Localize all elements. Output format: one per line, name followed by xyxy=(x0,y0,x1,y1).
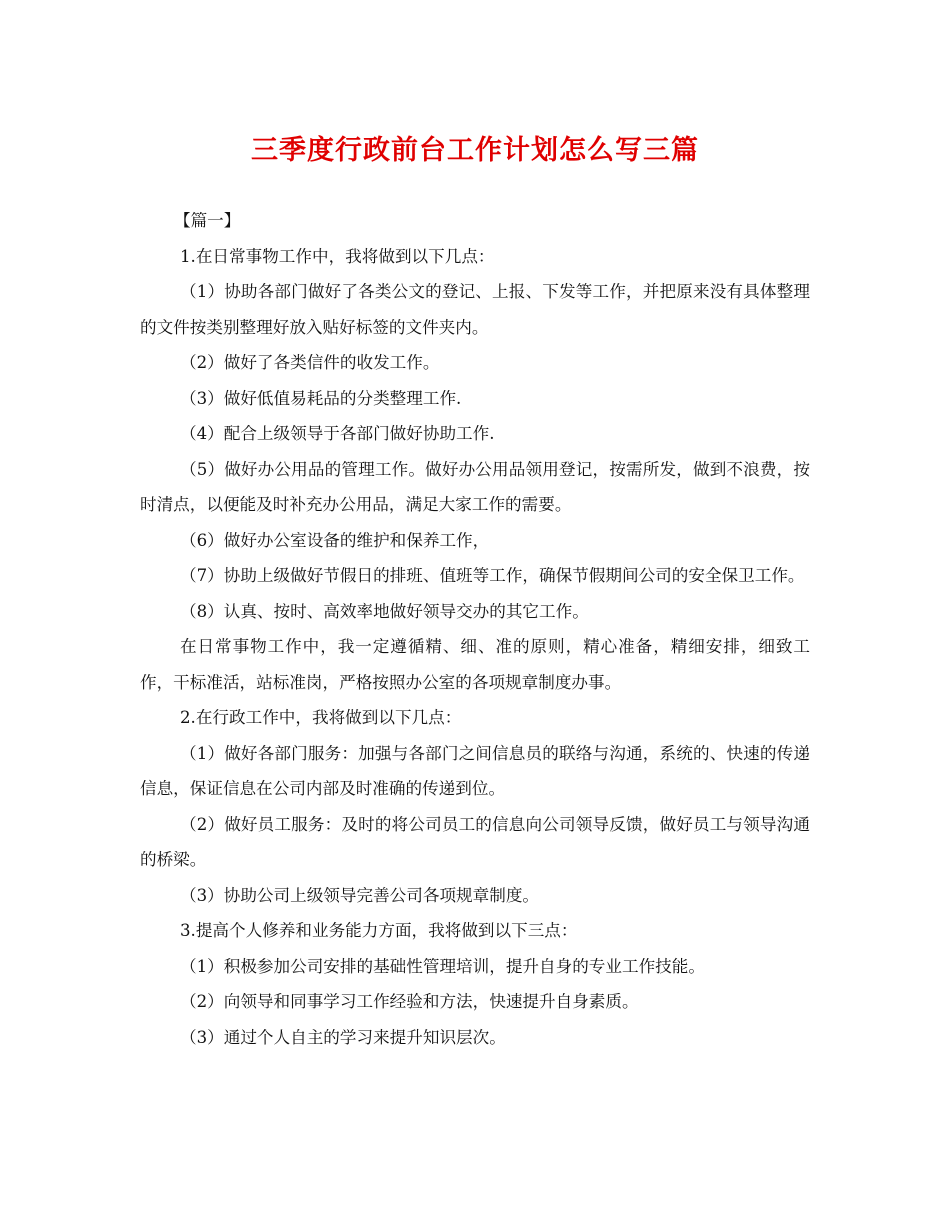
paragraph: 2.在行政工作中，我将做到以下几点： xyxy=(180,708,462,727)
paragraph: （6）做好办公室设备的维护和保养工作， xyxy=(180,530,490,550)
paragraph: 1.在日常事物工作中，我将做到以下几点： xyxy=(180,246,495,266)
paragraph: （8）认真、按时、高效率地做好领导交办的其它工作。 xyxy=(180,601,589,621)
paragraph: （2）做好员工服务：及时的将公司员工的信息向公司领导反馈，做好员工与领导沟通的桥梁。 xyxy=(140,814,810,869)
paragraph: （4）配合上级领导于各部门做好协助工作. xyxy=(180,424,495,443)
paragraph: （5）做好办公用品的管理工作。做好办公用品领用登记，按需所发，做到不浪费，按时清点，以便能及时补充办公用品，满足大家工作的需要。 xyxy=(140,459,810,514)
paragraph: （3）做好低值易耗品的分类整理工作. xyxy=(180,388,462,408)
paragraph: （1）做好各部门服务：加强与各部门之间信息员的联络与沟通，系统的、快速的传递信息，保证信息在公司内部及时准确的传递到位。 xyxy=(140,743,810,798)
paragraph: （2）向领导和同事学习工作经验和方法，快速提升自身素质。 xyxy=(180,992,639,1011)
document-title: 三季度行政前台工作计划怎么写三篇 xyxy=(251,135,699,166)
paragraph: （1）协助各部门做好了各类公文的登记、上报、下发等工作，并把原来没有具体整理的文件按类别整理好放入贴好标签的文件夹内。 xyxy=(140,282,810,337)
paragraph: 在日常事物工作中，我一定遵循精、细、准的原则，精心准备，精细安排，细致工作，干标准活，站标准岗，严格按照办公室的各项规章制度办事。 xyxy=(140,637,810,692)
paragraph: （3）通过个人自主的学习来提升知识层次。 xyxy=(180,1027,506,1047)
paragraph: 3.提高个人修养和业务能力方面，我将做到以下三点： xyxy=(180,921,578,940)
paragraph: （3）协助公司上级领导完善公司各项规章制度。 xyxy=(180,885,540,905)
paragraph: （1）积极参加公司安排的基础性管理培训，提升自身的专业工作技能。 xyxy=(180,956,705,976)
paragraph: （7）协助上级做好节假日的排班、值班等工作，确保节假期间公司的安全保卫工作。 xyxy=(180,566,805,585)
section-heading: 【篇一】 xyxy=(174,211,241,230)
document-body xyxy=(140,203,810,1055)
paragraph: （2）做好了各类信件的收发工作。 xyxy=(180,353,440,372)
